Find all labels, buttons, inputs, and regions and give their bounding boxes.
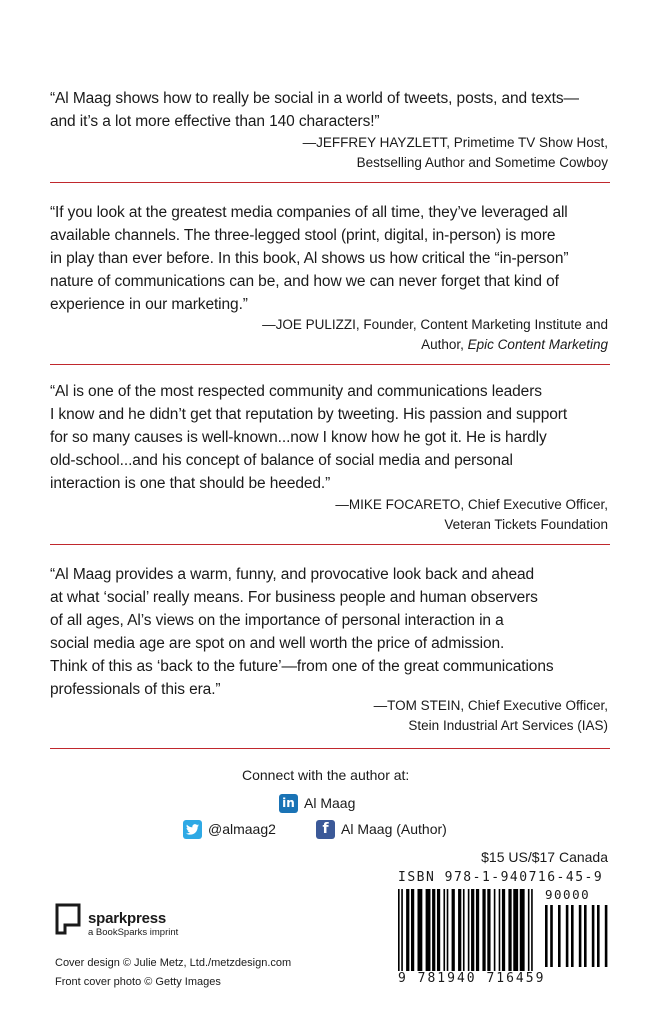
quote-line: and it’s a lot more effective than 140 characters!” bbox=[50, 113, 380, 130]
publisher-name: sparkpress bbox=[88, 910, 167, 927]
testimonial-4-attribution bbox=[374, 696, 608, 736]
section-divider bbox=[50, 182, 610, 183]
quote-line: experience in our marketing.” bbox=[50, 296, 248, 313]
linkedin-link[interactable] bbox=[279, 792, 355, 814]
linkedin-label: Al Maag bbox=[304, 795, 356, 811]
barcode-bar bbox=[531, 889, 533, 971]
barcode-bar bbox=[452, 889, 455, 971]
quote-line: “Al Maag provides a warm, funny, and provocative look back and ahead bbox=[50, 566, 535, 583]
attribution-text: Author, bbox=[421, 337, 468, 352]
quote-line: nature of communications can be, and how we can never forget that kind of bbox=[50, 273, 559, 290]
attribution-line: —JOE PULIZZI, Founder, Content Marketing Institute and bbox=[262, 317, 608, 332]
barcode-bar bbox=[426, 889, 431, 971]
barcode-bar bbox=[471, 889, 474, 971]
section-divider bbox=[50, 748, 610, 749]
barcode-bar bbox=[592, 905, 595, 967]
quote-line: in play than ever before. In this book, Al shows us how critical the “in-person” bbox=[50, 250, 569, 267]
section-divider bbox=[50, 544, 610, 545]
addon-barcode bbox=[545, 905, 610, 967]
connect-heading: Connect with the author at: bbox=[242, 767, 410, 783]
barcode-bar bbox=[558, 905, 561, 967]
quote-line: Think of this as ‘back to the future’—from one of the great communications bbox=[50, 658, 554, 675]
barcode-bar bbox=[487, 889, 490, 971]
attribution-line: Bestselling Author and Sometime Cowboy bbox=[356, 155, 608, 170]
barcode-bar bbox=[597, 905, 600, 967]
sparkpress-logo-icon bbox=[55, 903, 83, 935]
isbn-addon-code: 90000 bbox=[545, 887, 591, 902]
barcode-bar bbox=[463, 889, 465, 971]
barcode-bar bbox=[528, 889, 530, 971]
quote-line: professionals of this era.” bbox=[50, 681, 221, 698]
facebook-link[interactable] bbox=[316, 818, 447, 840]
barcode-bar bbox=[401, 889, 403, 971]
twitter-icon bbox=[183, 820, 202, 839]
attribution-line: Veteran Tickets Foundation bbox=[444, 517, 608, 532]
barcode-bar bbox=[502, 889, 505, 971]
testimonial-1-attribution bbox=[303, 133, 608, 173]
section-divider bbox=[50, 364, 610, 365]
testimonial-2-attribution bbox=[262, 315, 608, 355]
barcode-bar bbox=[579, 905, 582, 967]
credit-line: Cover design © Julie Metz, Ltd./metzdesign.com bbox=[55, 957, 292, 969]
barcode-bar bbox=[545, 905, 548, 967]
barcode-bar bbox=[398, 889, 400, 971]
attribution-line: —JEFFREY HAYZLETT, Primetime TV Show Host, bbox=[302, 135, 608, 150]
quote-line: social media age are spot on and well worth the price of admission. bbox=[50, 635, 505, 652]
quote-line: “Al Maag shows how to really be social in a world of tweets, posts, and texts— bbox=[50, 90, 579, 107]
testimonial-3-quote bbox=[50, 380, 610, 495]
barcode-bar bbox=[417, 889, 422, 971]
barcode-bar bbox=[499, 889, 501, 971]
barcode-bar bbox=[571, 905, 574, 967]
barcode-bar bbox=[406, 889, 409, 971]
testimonial-2-quote bbox=[50, 201, 610, 316]
publisher-tagline: a BookSparks imprint bbox=[88, 927, 179, 938]
price: $15 US/$17 Canada bbox=[481, 849, 608, 865]
barcode-digits: 9 781940 716459 bbox=[398, 971, 546, 986]
testimonial-1-quote bbox=[50, 87, 610, 133]
testimonial-3-attribution bbox=[335, 495, 608, 535]
linkedin-icon: in bbox=[279, 794, 298, 813]
book-title: Epic Content Marketing bbox=[467, 337, 608, 352]
attribution-line: —MIKE FOCARETO, Chief Executive Officer, bbox=[335, 497, 608, 512]
barcode-bar bbox=[468, 889, 470, 971]
facebook-label: Al Maag (Author) bbox=[341, 821, 447, 837]
isbn-barcode bbox=[398, 889, 536, 971]
quote-line: “If you look at the greatest media companies of all time, they’ve leveraged all bbox=[50, 204, 568, 221]
barcode-bar bbox=[432, 889, 435, 971]
barcode-bar bbox=[482, 889, 485, 971]
attribution-line: Stein Industrial Art Services (IAS) bbox=[408, 718, 608, 733]
quote-line: I know and he didn’t get that reputation by tweeting. His passion and support bbox=[50, 406, 568, 423]
isbn-label: ISBN 978-1-940716-45-9 bbox=[398, 870, 604, 885]
barcode-bar bbox=[605, 905, 608, 967]
facebook-icon: f bbox=[316, 820, 335, 839]
barcode-bar bbox=[443, 889, 445, 971]
attribution-line: —TOM STEIN, Chief Executive Officer, bbox=[373, 698, 608, 713]
barcode-bar bbox=[513, 889, 518, 971]
testimonial-4-quote bbox=[50, 563, 610, 701]
quote-line: interaction is one that should be heeded.” bbox=[50, 475, 331, 492]
quote-line: available channels. The three-legged stool (print, digital, in-person) is more bbox=[50, 227, 556, 244]
credit-line: Front cover photo © Getty Images bbox=[55, 976, 221, 988]
quote-line: of all ages, Al’s views on the importance of personal interaction in a bbox=[50, 612, 504, 629]
quote-line: “Al is one of the most respected community and communications leaders bbox=[50, 383, 542, 400]
quote-line: for so many causes is well-known...now I know how he got it. He is hardly bbox=[50, 429, 547, 446]
twitter-label: @almaag2 bbox=[208, 821, 276, 837]
barcode-bar bbox=[508, 889, 511, 971]
barcode-bar bbox=[550, 905, 553, 967]
twitter-link[interactable] bbox=[183, 818, 276, 840]
barcode-bar bbox=[447, 889, 449, 971]
barcode-bar bbox=[458, 889, 461, 971]
cover-credits bbox=[55, 954, 291, 992]
barcode-bar bbox=[566, 905, 569, 967]
barcode-bar bbox=[520, 889, 525, 971]
attribution-line bbox=[262, 335, 608, 355]
barcode-bar bbox=[411, 889, 414, 971]
barcode-bar bbox=[437, 889, 440, 971]
barcode-bar bbox=[494, 889, 496, 971]
barcode-bar bbox=[584, 905, 587, 967]
quote-line: at what ‘social’ really means. For business people and human observers bbox=[50, 589, 538, 606]
quote-line: old-school...and his concept of balance of social media and personal bbox=[50, 452, 513, 469]
barcode-bar bbox=[476, 889, 479, 971]
